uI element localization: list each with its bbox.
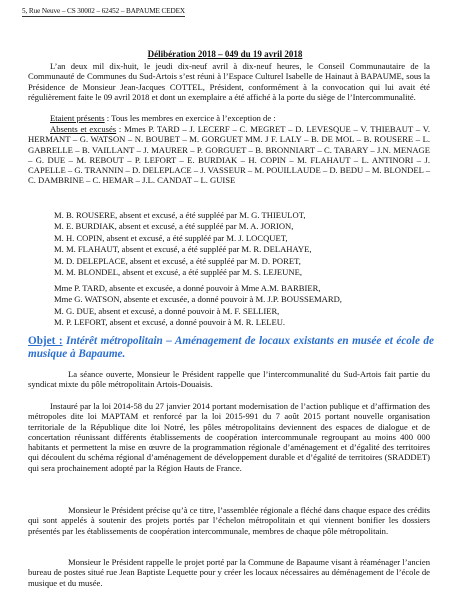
body-paragraph: Monsieur le Président précise qu’à ce titre, l’assemblée régionale a fléché dans chaque espace des crédits qui sont appelés à soutenir des projets portés par l’échelon métropolitain et qui viennent bonifier les dossiers présentés par les établissements de coopération intercommunale, membres de chaque pôle métropolitain. xyxy=(28,505,430,536)
body-paragraph: La séance ouverte, Monsieur le Président rappelle que l’intercommunalité du Sud-Artois fait partie du syndicat mixte du pôle métropolitain Artois-Douaisis. xyxy=(28,369,430,390)
pouvoirs-list xyxy=(54,283,430,329)
suppliant-line: M. M. FLAHAUT, absent et excusé, a été suppléé par M. R. DELAHAYE, xyxy=(54,244,312,255)
suppliant-line: M. M. BLONDEL, absent et excusé, a été suppléé par M. S. LEJEUNE, xyxy=(54,267,302,278)
pouvoir-line: M. P. LEFORT, absent et excusé, a donné pouvoir à M. R. LELEU. xyxy=(54,317,286,328)
intro-paragraph: L’an deux mil dix-huit, le jeudi dix-neuf avril à dix-neuf heures, le Conseil Communautaire de la Communauté de Communes du Sud-Artois s’est réuni à l’Espace Culturel Isabelle de Hainaut à BAPAUME, sous la Présidence de Monsieur Jean-Jacques COTTEL, Président, conformément à la convocation qui lui avait été régulièrement faite le 09 avril 2018 et dont un exemplaire a été affiché à la porte du siège de l’Intercommunalité. xyxy=(28,61,430,102)
body-paragraph: Instauré par la loi 2014-58 du 27 janvier 2014 portant modernisation de l’action publique et d’affirmation des métropoles dite loi MAPTAM et renforcé par la loi 2015-991 du 7 août 2015 portant nouvelle organisation territoriale de la République dite loi Notré, les pôles métropolitains deviennent des espaces de dialogue et de concertation réunissant différents établissements de coopération intercommunale regroupant au moins 400 000 habitants et permettent la mise en œuvre de la programmation régionale d’aménagement et d’égalité des territoires qui découlent du schéma régional d’aménagement de développement durable et d’égalité de territoires (SRADDET) qui sera prochainement adopté par la Région Hauts de France. xyxy=(28,401,430,473)
pouvoir-line: Mme P. TARD, absente et excusée, a donné pouvoir à Mme A.M. BARBIER, xyxy=(54,283,321,293)
objet-heading xyxy=(28,335,434,361)
pouvoir-line: Mme G. WATSON, absente et excusée, a donné pouvoir à M. J.P. BOUSSEMARD, xyxy=(54,294,342,305)
suppliant-line: M. B. ROUSERE, absent et excusé, a été suppléé par M. G. THIEULOT, xyxy=(54,210,306,220)
suppliant-line: M. D. DELEPLACE, absent et excusé, a été suppléé par M. D. PORET, xyxy=(54,255,301,266)
suppliant-line: M. E. BURDIAK, absent et excusé, a été suppléé par M. A. JORION, xyxy=(54,221,294,232)
absents-label: Absents et excusés xyxy=(50,124,117,134)
suppliant-line: M. H. COPIN, absent et excusé, a été suppléé par M. J. LOCQUET, xyxy=(54,232,288,243)
pouvoir-line: M. G. DUE, absent et excusé, a donné pouvoir à M. F. SELLIER, xyxy=(54,305,280,316)
presents-line xyxy=(50,113,430,123)
presents-text: : Tous les membres en exercice à l’exception de : xyxy=(104,113,276,123)
deliberation-title: Délibération 2018 – 049 du 19 avril 2018 xyxy=(147,49,303,59)
absents-text: : Mmes P. TARD – J. LECERF – C. MEGRET – D. LEVESQUE – V. THIEBAUT – V. HERMANT – G. WATSON – N. BOUBET – M. GORGUET MM. J F. LALY – B. DE MOL – B. ROUSERE – L. GABRELLE – B. VAILLANT – J. MAURER – P. GORGUET – B. BRONNIART – C. TABARY – J.N. MENAGE – G. DUE – M. REBOUT – P. LEFORT – E. BURDIAK – H. COPIN – M. FLAHAUT – L. ANTINORI – J. CAPELLE – G. TRANNIN – D. DELEPLACE – J. VASSEUR – M. POUILLAUDE – D. BEDU – M. BLONDEL – C. DAMBRINE – C. HEMAR – J.L. CANDAT – L. GUISE xyxy=(28,124,430,186)
absents-paragraph xyxy=(28,124,430,186)
presents-label: Etaient présents xyxy=(50,113,105,123)
header-address: 5, Rue Neuve – CS 30002 – 62452 – BAPAUME CEDEX xyxy=(22,7,185,15)
objet-label: Objet : xyxy=(28,335,63,347)
suppliants-list xyxy=(54,210,430,278)
body-paragraph: Monsieur le Président rappelle le projet porté par la Commune de Bapaume visant à réaménager l’ancien bureau de postes situé rue Jean Baptiste Lequette pour y créer les locaux nécessaires au déménagement de l’école de musique et du musée. xyxy=(28,557,430,588)
objet-text: Intérêt métropolitain – Aménagement de locaux existants en musée et école de musique à Bapaume. xyxy=(28,335,434,360)
